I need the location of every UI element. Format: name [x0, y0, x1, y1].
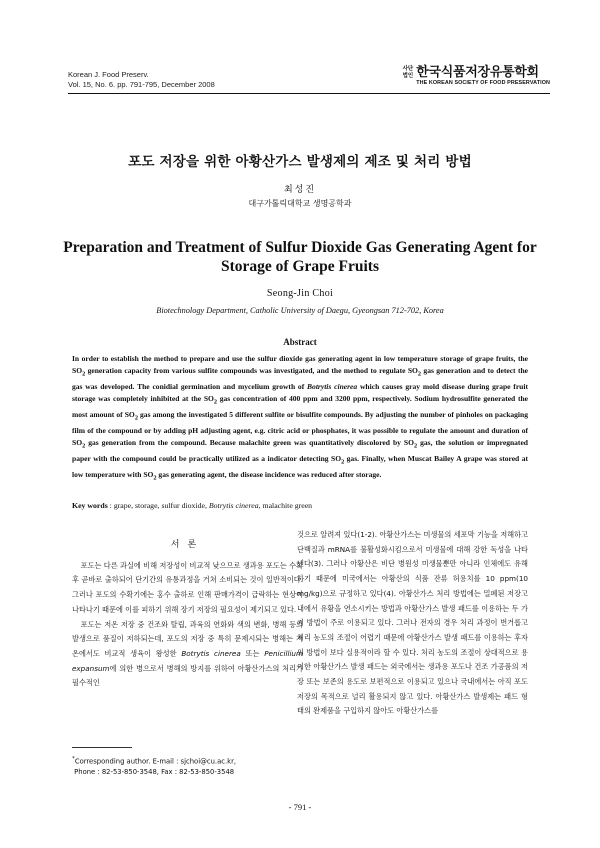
- society-logo: [403, 66, 550, 87]
- intro-paragraph-1: 포도는 다른 과실에 비해 저장성이 비교적 낮으므로 생과용 포도는 수확 후 곧바로 출하되어 단기간의 유통과정을 거쳐 소비되는 것이 일반적이다. 그러나 포도의 수확기에는 홍수 출하로 인해 판매가격이 급락하는 현상이 나타나기 때문에 이를 피하기 위해 장기 저장의 필요성이 제기되고 있다.: [72, 560, 303, 614]
- society-name-en: THE KOREAN SOCIETY OF FOOD PRESERVATION: [416, 80, 550, 86]
- abstract-heading: Abstract: [283, 337, 317, 347]
- title-korean: 포도 저장을 위한 아황산가스 발생제의 제조 및 처리 방법: [128, 154, 472, 170]
- footnote: *Corresponding author. E-mail : sjchoi@cu.ac.kr, Phone : 82-53-850-3548, Fax : 82-53-850-3548: [72, 756, 237, 777]
- page-number: - 791 -: [288, 802, 312, 812]
- section-heading-intro: 서론: [170, 540, 205, 550]
- title-english: Preparation and Treatment of Sulfur Dioxide Gas Generating Agent for Storage of Grape Fruits: [63, 239, 537, 275]
- affiliation-english: Biotechnology Department, Catholic University of Daegu, Gyeongsan 712-702, Korea: [156, 306, 444, 315]
- contact-phone-fax: Phone : 82-53-850-3548, Fax : 82-53-850-3548: [74, 768, 235, 777]
- affiliation-korean: 대구가톨릭대학교 생명공학과: [248, 199, 352, 208]
- corresponding-author: Corresponding author. E-mail : sjchoi@cu.ac.kr,: [74, 757, 237, 766]
- keywords: Key words : grape, storage, sulfur dioxide, Botrytis cinerea, malachite green: [72, 501, 313, 510]
- organism-name: Botrytis cinerea: [307, 382, 358, 392]
- body-right-column: [297, 528, 528, 719]
- header-rule: [68, 93, 550, 94]
- journal-issue: Vol. 15, No. 6. pp. 791-795, December 2008: [68, 80, 215, 89]
- society-name-kr: 한국식품저장유통학회: [416, 65, 539, 80]
- keywords-label: Key words: [72, 501, 108, 510]
- journal-citation: [68, 70, 215, 90]
- footnote-rule: [72, 747, 132, 748]
- author-english: Seong-Jin Choi: [266, 288, 334, 299]
- society-mark: 사단 법인: [402, 66, 414, 79]
- abstract-body: In order to establish the method to prepare and use the sulfur dioxide gas generating agent in low temperature storage of grape fruits, the $SO_2$ generation capacity from various sulfite compounds was investigated, and the method to regulate $SO_2$ gas generation and to detect the gas was developed. The conidial germination and mycelium growth of Botrytis cinerea which causes gray mold disease during grape fruit storage was completely inhibited at the $SO_2$ gas concentration of 400 ppm and 3200 ppm, respectively. Sodium hydrosulfite generated the most amount of $SO_2$ gas among the investigated 5 different sulfite or bisulfite compounds. By adjusting the number of pinholes on packaging film of the compound or by adding pH adjusting agent, e.g. citric acid or phosphates, it was possible to regulate the amount and duration of $SO_2$ gas generation from the compound. Because malachite green was quantitatively discolored by $SO_2$ gas, the solution or impregnated paper with the compound could be practically utilized as a indicator detecting $SO_2$ gas. Finally, when Muscat Bailey A grape was stored at low temperature with $SO_2$ gas generating agent, the disease incidence was reduced after storage.: [72, 354, 529, 482]
- intro-paragraph-continued: 것으로 알려져 있다(1-2). 아황산가스는 미생물의 세포막 기능을 저해하고 단백질과 mRNA를 불활성화시킴으로서 미생물에 대해 강한 독성을 나타낸다(3). 그러나 아황산은 비단 병원성 미생물뿐만 아니라 인체에도 유해하기 때문에 미국에서는 아황산의 식품 잔류 허용치를 10 ppm(10 mg/kg)으로 규정하고 있다(4). 아황산가스 처리 방법에는 밀폐된 저장고 내에서 유황을 연소시키는 방법과 아황산가스 발생 패드를 이용하는 두 가지 방법이 주로 이용되고 있다. 그러나 전자의 경우 처리 과정이 번거롭고 처리 농도의 조절이 어렵기 때문에 아황산가스 발생 패드를 이용하는 후자의 방법이 보다 실용적이라 할 수 있다. 처리 농도의 조절이 상대적으로 용이한 아황산가스 발생 패드는 외국에서는 생과용 포도나 건조 가공품의 저장 또는 보존의 용도로 보편적으로 이용되고 있으나 국내에서는 아직 포도 저장의 목적으로 널리 활용되지 않고 있다. 아황산가스 발생제는 패드 형태의 완제품을 구입하지 않아도 아황산가스를: [297, 530, 528, 716]
- journal-name: Korean J. Food Preserv.: [68, 70, 149, 79]
- body-left-column: [72, 528, 303, 691]
- author-korean: 최성진: [283, 185, 317, 195]
- intro-paragraph-2: 포도는 저온 저장 중 건조와 탈립, 과육의 연화와 색의 변화, 병해 등의 발생으로 품질이 저하되는데, 포도의 저장 중 특히 문제시되는 병해는 저온에서도 비교적 생육이 왕성한 Botrytis cinerea 또는 Penicillium expansum에 의한 병으로서 병해의 방지를 위하여 아황산가스의 처리가 필수적인: [72, 619, 303, 688]
